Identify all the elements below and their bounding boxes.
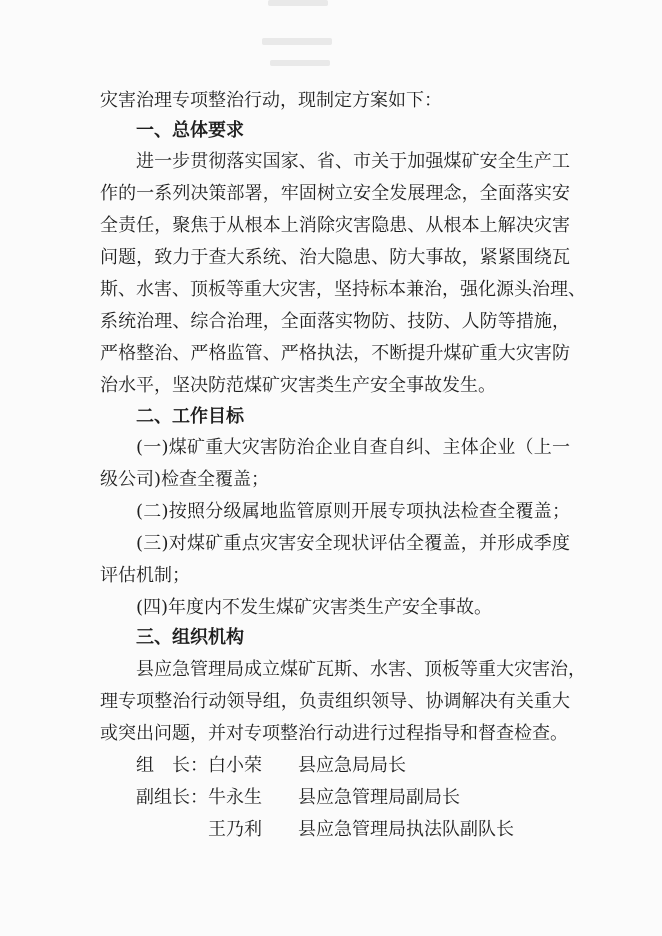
scan-artifact [268,0,328,6]
intro-line: 灾害治理专项整治行动，现制定方案如下： [100,90,442,111]
scan-artifact [262,38,332,45]
paragraph-line: 严格整治、严格监管、严格执法，不断提升煤矿重大灾害防 [100,343,570,364]
scan-artifact [270,60,330,66]
goal-line: 级公司)检查全覆盖； [100,469,270,490]
goal-line: (四)年度内不发生煤矿灾害类生产安全事故。 [136,597,493,618]
section-heading-general-requirements: 一、总体要求 [136,120,244,141]
paragraph-line: 作的一系列决策部署，牢固树立安全发展理念，全面落实安 [100,183,570,204]
goal-line: 评估机制； [100,565,190,586]
section-heading-work-goals: 二、工作目标 [136,406,244,427]
goal-line: (一)煤矿重大灾害防治企业自查自纠、主体企业（上一 [136,437,570,458]
paragraph-line: 问题，致力于查大系统、治大隐患、防大事故，紧紧围绕瓦 [100,247,570,268]
organization-line: 或突出问题，并对专项整治行动进行过程指导和督查检查。 [100,723,568,744]
staff-title: 县应急局局长 [298,755,406,776]
staff-name: 王乃利 [208,819,262,840]
paragraph-line: 斯、水害、顶板等重大灾害，坚持标本兼治，强化源头治理、 [100,279,586,300]
staff-title: 县应急管理局执法队副队长 [298,819,514,840]
staff-title: 县应急管理局副局长 [298,787,460,808]
organization-line: 县应急管理局成立煤矿瓦斯、水害、顶板等重大灾害治， [136,659,586,680]
goal-line: (三)对煤矿重点灾害安全现状评估全覆盖，并形成季度 [136,533,570,554]
paragraph-line: 治水平，坚决防范煤矿灾害类生产安全事故发生。 [100,375,496,396]
paragraph-line: 系统治理、综合治理，全面落实物防、技防、人防等措施， [100,311,570,332]
staff-name: 白小荣 [208,755,262,776]
goal-line: (二)按照分级属地监管原则开展专项执法检查全覆盖； [136,501,570,522]
paragraph-line: 全责任，聚焦于从根本上消除灾害隐患、从根本上解决灾害 [100,215,570,236]
staff-name: 牛永生 [208,787,262,808]
staff-role: 副组长： [136,787,208,808]
organization-line: 理专项整治行动领导组，负责组织领导、协调解决有关重大 [100,691,570,712]
paragraph-line: 进一步贯彻落实国家、省、市关于加强煤矿安全生产工 [136,151,570,172]
section-heading-organization: 三、组织机构 [136,627,244,648]
staff-role: 组 长： [136,755,208,776]
